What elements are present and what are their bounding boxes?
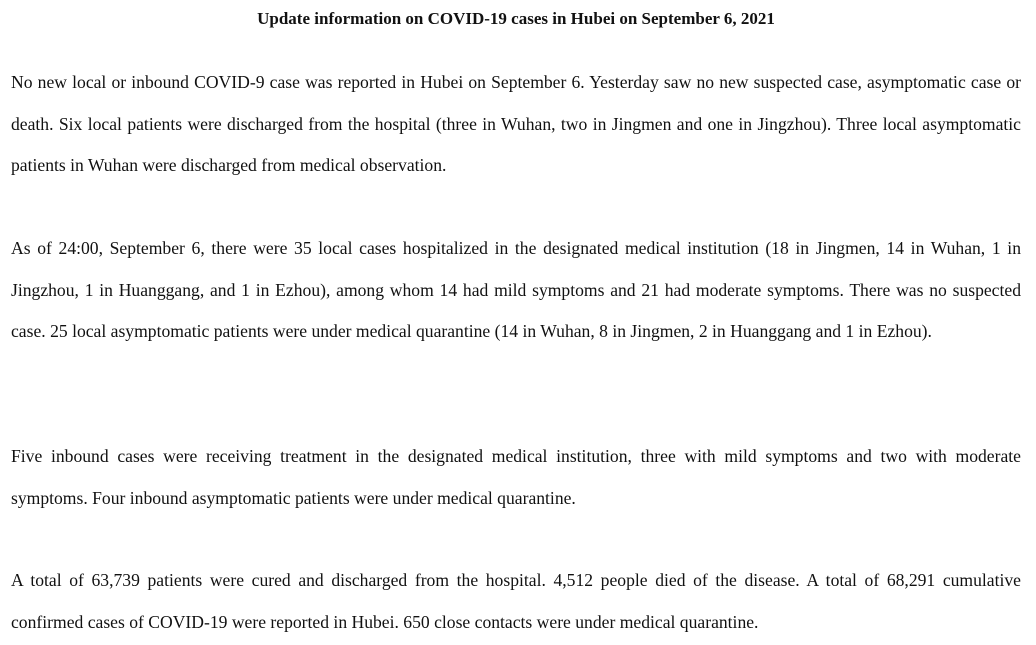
paragraph-summary: No new local or inbound COVID-9 case was reported in Hubei on September 6. Yesterday saw no new suspected case, asymptomatic case or death. Six local patients were discharged from the hospital (three in Wuhan, two in Jingmen and one in Jingzhou). Three local asymptomatic patients in Wuhan were discharged from medical observation. — [11, 72, 1021, 175]
paragraph-local-cases: As of 24:00, September 6, there were 35 local cases hospitalized in the designated medical institution (18 in Jingmen, 14 in Wuhan, 1 in Jingzhou, 1 in Huanggang, and 1 in Ezhou), among whom 14 had mild symptoms and 21 had moderate symptoms. There was no suspected case. 25 local asymptomatic patients were under medical quarantine (14 in Wuhan, 8 in Jingmen, 2 in Huanggang and 1 in Ezhou). — [11, 238, 1021, 341]
document-title: Update information on COVID-19 cases in Hubei on September 6, 2021 — [257, 9, 775, 28]
paragraph-totals: A total of 63,739 patients were cured and discharged from the hospital. 4,512 people died of the disease. A total of 68,291 cumulative confirmed cases of COVID-19 were reported in Hubei. 650 close contacts were under medical quarantine. — [11, 570, 1021, 632]
paragraph-inbound-cases: Five inbound cases were receiving treatment in the designated medical institution, three with mild symptoms and two with moderate symptoms. Four inbound asymptomatic patients were under medical quarantine. — [11, 446, 1021, 508]
document — [11, 0, 1021, 632]
